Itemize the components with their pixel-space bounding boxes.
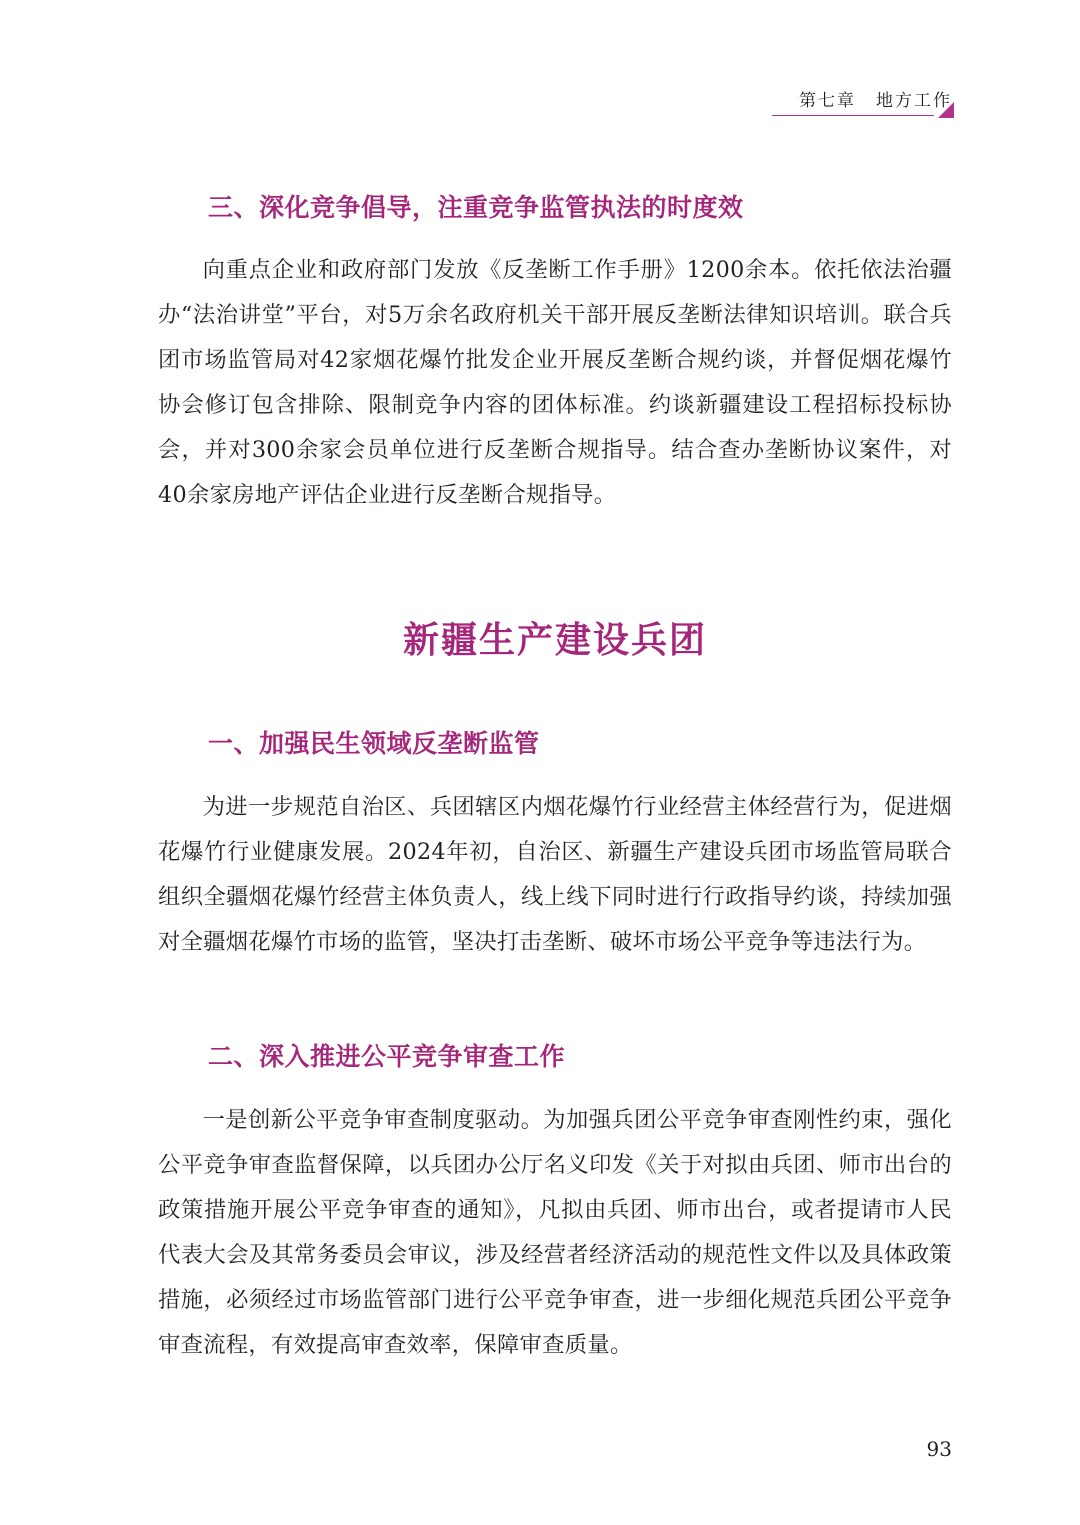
page-number: 93 — [926, 1437, 952, 1461]
main-title: 新疆生产建设兵团 — [402, 620, 707, 661]
section-heading-fair-competition-review: 二、深入推进公平竞争审查工作 — [208, 1042, 566, 1071]
header-triangle-ornament — [938, 102, 954, 118]
paragraph-livelihood: 为进一步规范自治区、兵团辖区内烟花爆竹行业经营主体经营行为，促进烟花爆竹行业健康发展。2024年初，自治区、新疆生产建设兵团市场监管局联合组织全疆烟花爆竹经营主体负责人，线上线下同时进行行政指导约谈，持续加强对全疆烟花爆竹市场的监管，坚决打击垄断、破坏市场公平竞争等违法行为。 — [158, 794, 952, 955]
header-rule — [772, 115, 934, 116]
section-heading-livelihood: 一、加强民生领域反垄断监管 — [208, 729, 540, 758]
chapter-title: 地方工作 — [876, 91, 952, 111]
running-header — [799, 86, 952, 111]
paragraph-fair-competition-review: 一是创新公平竞争审查制度驱动。为加强兵团公平竞争审查刚性约束，强化公平竞争审查监督保障，以兵团办公厅名义印发《关于对拟由兵团、师市出台的政策措施开展公平竞争审查的通知》，凡拟由兵团、师市出台，或者提请市人民代表大会及其常务委员会审议，涉及经营者经济活动的规范性文件以及具体政策措施，必须经过市场监管部门进行公平竞争审查，进一步细化规范兵团公平竞争审查流程，有效提高审查效率，保障审查质量。 — [158, 1107, 952, 1358]
paragraph-competition-advocacy: 向重点企业和政府部门发放《反垄断工作手册》1200余本。依托依法治疆办“法治讲堂”平台，对5万余名政府机关干部开展反垄断法律知识培训。联合兵团市场监管局对42家烟花爆竹批发企业开展反垄断合规约谈，并督促烟花爆竹协会修订包含排除、限制竞争内容的团体标准。约谈新疆建设工程招标投标协会，并对300余家会员单位进行反垄断合规指导。结合查办垄断协议案件，对40余家房地产评估企业进行反垄断合规指导。 — [158, 257, 952, 508]
section-heading-competition-advocacy: 三、深化竞争倡导，注重竞争监管执法的时度效 — [208, 193, 744, 222]
chapter-number: 第七章 — [799, 91, 856, 111]
